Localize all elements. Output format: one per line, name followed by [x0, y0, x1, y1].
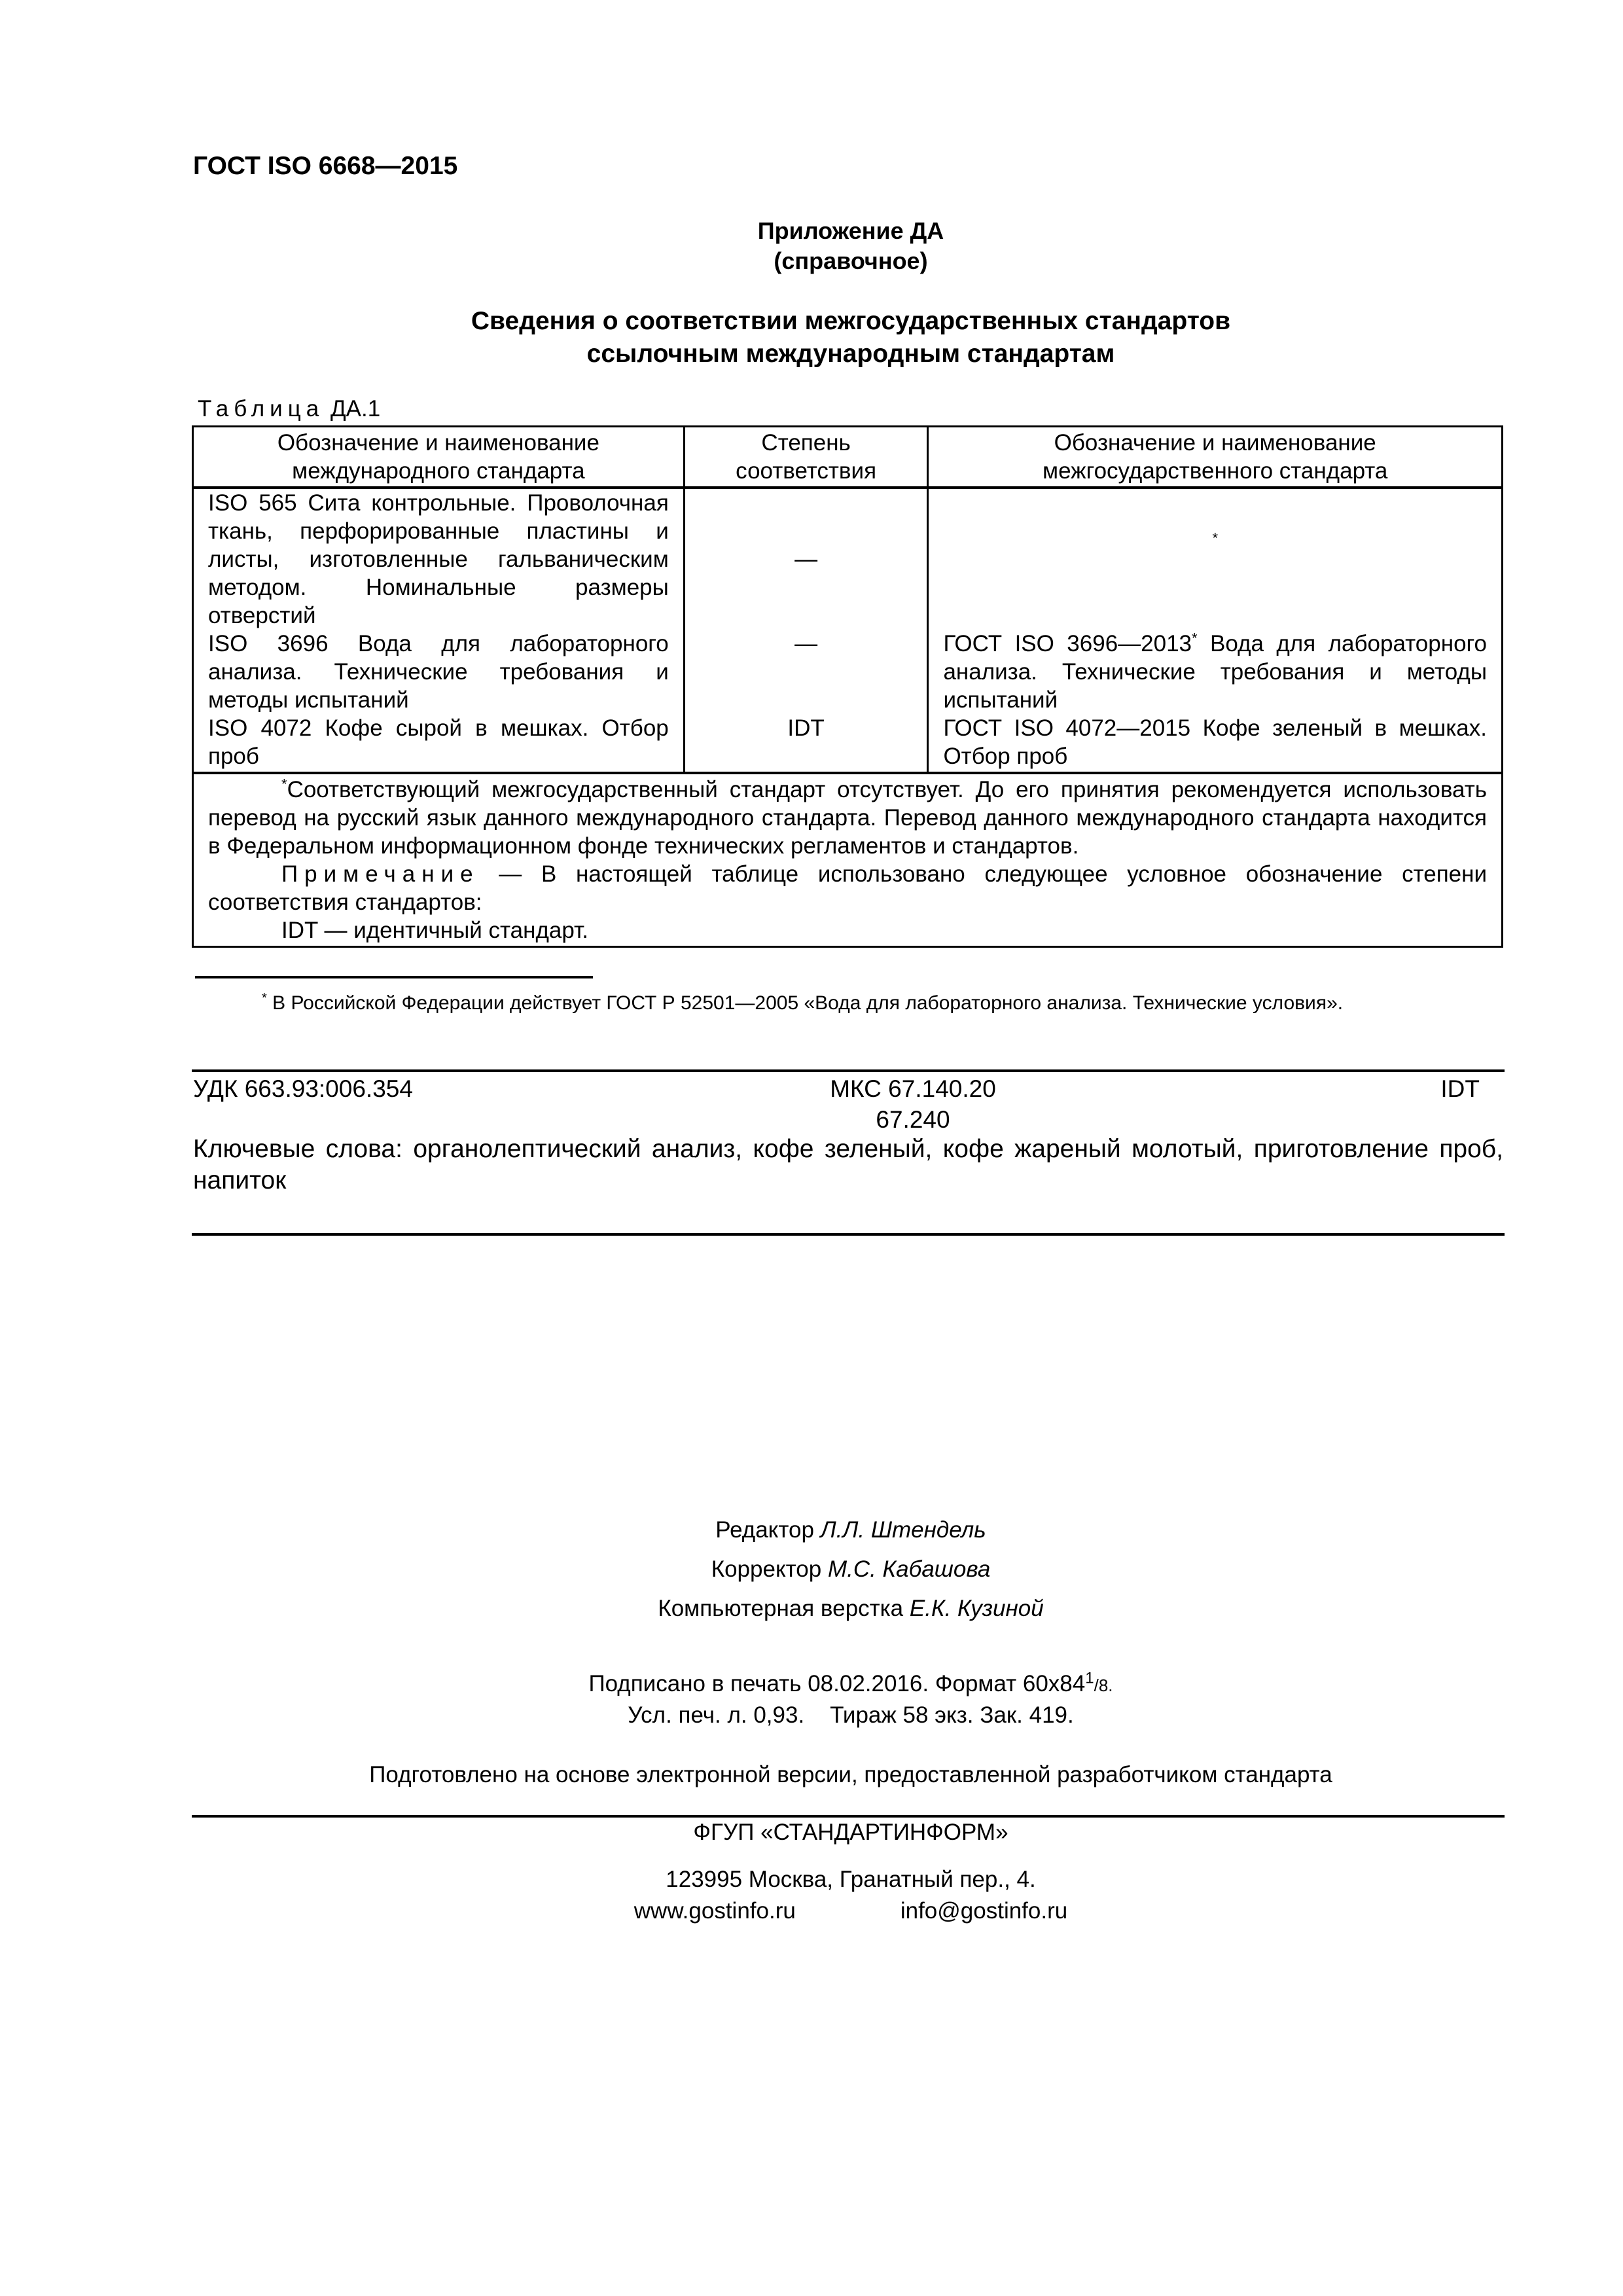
credits-block [0, 1511, 1623, 1628]
note-label-paragraph [208, 860, 1487, 916]
footnote-rule [195, 976, 593, 978]
appendix-subtitle: (справочное) [774, 247, 928, 274]
publisher-address: 123995 Москва, Гранатный пер., 4. [666, 1867, 1036, 1892]
row-1-intl: ISO 565 Сита контрольные. Проволочная ткань, перфорированные пластины и листы, изготовленные гальваническим методом. Номинальные размеры отверстий [208, 490, 669, 628]
prepared-note: Подготовлено на основе электронной версии, предоставленной разработчиком стандарта [369, 1762, 1332, 1787]
header-intl-standard [193, 427, 685, 488]
corrector-line [0, 1550, 1623, 1589]
row-2-intl: ISO 3696 Вода для лабораторного анализа. Технические требования и методы испытаний [208, 631, 669, 713]
print-info: Усл. печ. л. 0,93. Тираж 58 экз. Зак. 419. [628, 1702, 1074, 1728]
table-note-cell [193, 773, 1503, 947]
mks-code-2: 67.240 [876, 1106, 950, 1133]
publisher-name: ФГУП «СТАНДАРТИНФОРМ» [693, 1820, 1008, 1845]
header-degree [684, 427, 928, 488]
classification-top-rule [192, 1069, 1505, 1072]
appendix-title: Приложение ДА [757, 217, 944, 244]
footnote [262, 992, 1343, 1014]
idt-line: IDT — идентичный стандарт. [281, 918, 588, 943]
idt-code: IDT [1440, 1075, 1480, 1102]
body-interstate-cell [928, 488, 1503, 773]
header-degree-line-1: Степень [761, 430, 851, 456]
table-caption [198, 396, 380, 422]
mks-codes [717, 1073, 1109, 1135]
header-intl-line-1: Обозначение и наименование [277, 430, 599, 456]
row-1-interstate [943, 489, 1487, 630]
heading-line-2: ссылочным международным стандартам [586, 340, 1115, 368]
row-2-interstate-title: Вода для лабораторного анализа. Технические требования и методы испытаний [943, 631, 1487, 713]
body-degree-cell [684, 488, 928, 773]
footnote-mark: * [262, 991, 267, 1005]
row-3-degree: IDT [787, 715, 825, 741]
publisher-top-rule [192, 1815, 1505, 1818]
appendix-title-block [0, 216, 1623, 276]
row-2-interstate [943, 630, 1487, 714]
table-note-row [193, 773, 1503, 947]
layout-line [0, 1589, 1623, 1628]
body-intl-cell [193, 488, 685, 773]
row-2-footnote-mark: * [1192, 630, 1198, 647]
note-paragraph [208, 776, 1487, 860]
table-caption-word: Таблица [198, 396, 325, 422]
publisher-address-block [0, 1864, 1623, 1927]
row-3-intl: ISO 4072 Кофе сырой в мешках. Отбор проб [208, 715, 669, 769]
editor-name: Л.Л. Штендель [820, 1517, 986, 1543]
editor-label: Редактор [715, 1517, 821, 1543]
note-mark: * [281, 776, 287, 793]
header-degree-line-2: соответствия [736, 458, 877, 484]
editor-line [0, 1511, 1623, 1550]
layout-label: Компьютерная верстка [658, 1596, 910, 1621]
udk-code: УДК 663.93:006.354 [193, 1075, 413, 1102]
keywords-bottom-rule [192, 1233, 1505, 1236]
header-intl-line-2: международного стандарта [292, 458, 585, 484]
publisher-email[interactable]: info@gostinfo.ru [900, 1898, 1068, 1924]
keywords: Ключевые слова: органолептический анализ, кофе зеленый, кофе жареный молотый, приготовление проб, напиток [193, 1135, 1503, 1194]
standards-table [192, 425, 1503, 948]
table-caption-number: ДА.1 [330, 396, 381, 422]
signed-line [0, 1669, 1623, 1700]
row-1-footnote-mark: * [1212, 529, 1218, 547]
note-legend-text: — В настоящей таблице использовано следующее условное обозначение степени соответствия стандартов: [208, 861, 1487, 915]
header-interstate-line-2: межгосударственного стандарта [1043, 458, 1388, 484]
row-1-degree: — [794, 547, 818, 572]
document-id: ГОСТ ISO 6668—2015 [193, 152, 458, 180]
format-denominator: /8. [1094, 1676, 1113, 1695]
note-text: Соответствующий межгосударственный стандарт отсутствует. До его принятия рекомендуется использовать перевод на русский язык данного международного стандарта. Перевод данного международного стандарта находится в Федеральном информационном фонде технических регламентов и стандартов. [208, 777, 1487, 859]
row-3-interstate: ГОСТ ISO 4072—2015 Кофе зеленый в мешках. Отбор проб [943, 715, 1487, 769]
footnote-text: В Российской Федерации действует ГОСТ Р 52501—2005 «Вода для лабораторного анализа. Технические условия». [266, 992, 1344, 1014]
publisher-contacts [0, 1895, 1623, 1927]
format-numerator: 1 [1085, 1669, 1094, 1687]
section-heading [0, 305, 1623, 370]
row-2-interstate-code: ГОСТ ISO 3696—2013 [943, 631, 1192, 656]
signed-text: Подписано в печать 08.02.2016. Формат 60x84 [588, 1671, 1086, 1696]
row-2-degree: — [794, 631, 818, 656]
corrector-name: М.С. Кабашова [827, 1556, 991, 1582]
table-row [193, 488, 1503, 773]
table-header-row [193, 427, 1503, 488]
heading-line-1: Сведения о соответствии межгосударственных стандартов [471, 307, 1231, 335]
header-interstate-line-1: Обозначение и наименование [1054, 430, 1376, 456]
note-label: Примечание [281, 861, 480, 887]
corrector-label: Корректор [711, 1556, 828, 1582]
header-interstate-standard [928, 427, 1503, 488]
publication-info [0, 1669, 1623, 1731]
layout-name: Е.К. Кузиной [909, 1596, 1044, 1621]
publisher-website[interactable]: www.gostinfo.ru [633, 1898, 796, 1924]
mks-code-1: МКС 67.140.20 [830, 1075, 996, 1102]
